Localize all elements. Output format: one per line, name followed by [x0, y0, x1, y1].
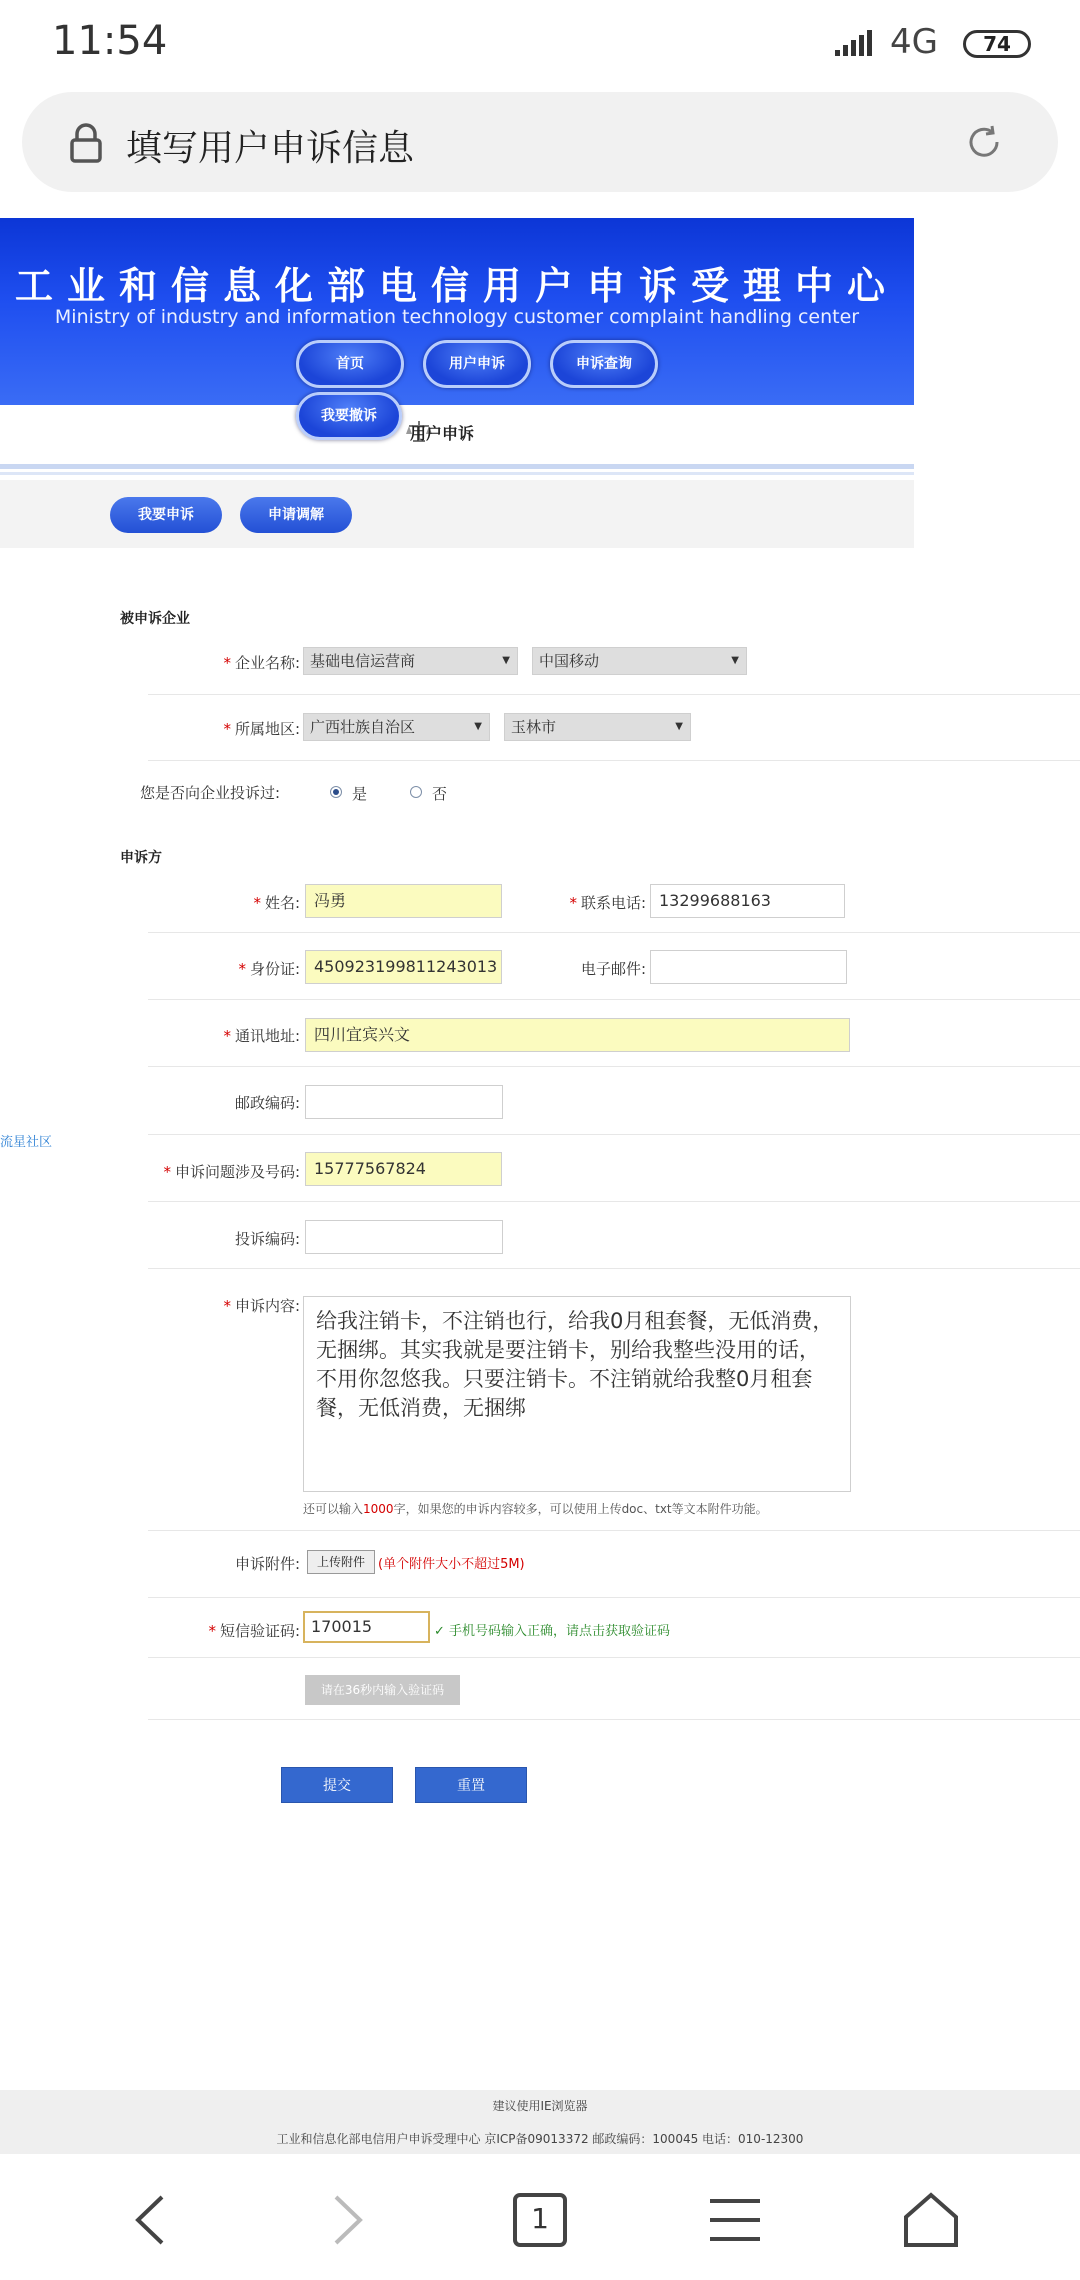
row-divider — [148, 999, 1080, 1000]
dropdown-caret-icon: ▼ — [675, 721, 683, 732]
name-label: * 姓名: — [253, 894, 300, 912]
section-complainant-title: 申诉方 — [120, 850, 162, 866]
row-divider — [148, 1657, 1080, 1658]
section-company-title: 被申诉企业 — [120, 611, 190, 627]
back-icon[interactable] — [118, 2185, 188, 2255]
row-divider — [148, 1134, 1080, 1135]
dropdown-caret-icon: ▼ — [474, 721, 482, 732]
submit-button[interactable]: 提交 — [281, 1767, 393, 1803]
home-icon[interactable] — [896, 2185, 966, 2255]
battery-indicator: 74 — [963, 30, 1031, 58]
reset-button[interactable]: 重置 — [415, 1767, 527, 1803]
involved-number-input[interactable]: 15777567824 — [305, 1152, 502, 1186]
sms-code-label: * 短信验证码: — [208, 1622, 300, 1640]
network-type: 4G — [890, 22, 938, 62]
row-divider — [148, 1530, 1080, 1531]
page-title: 填写用户申诉信息 — [126, 128, 415, 169]
nav-withdraw-button[interactable]: 我要撤诉 — [296, 392, 402, 440]
reload-icon[interactable] — [964, 122, 1004, 162]
side-link[interactable]: 流星社区 — [0, 1135, 53, 1150]
row-divider — [148, 932, 1080, 933]
company-name-label: * 企业名称: — [223, 654, 300, 672]
sms-tip: ✓ 手机号码输入正确，请点击获取验证码 — [434, 1624, 671, 1639]
row-divider — [148, 1597, 1080, 1598]
footer-copyright: 工业和信息化部电信用户申诉受理中心 京ICP备09013372 邮政编码：100045 电话：010-12300 — [276, 2132, 804, 2146]
nav-query-button[interactable]: 申诉查询 — [550, 340, 658, 388]
section-heading: 用户申诉 — [410, 424, 475, 443]
email-input[interactable] — [650, 950, 847, 984]
involved-number-label: * 申诉问题涉及号码: — [163, 1163, 300, 1181]
forward-icon[interactable] — [310, 2185, 380, 2255]
company-type-select[interactable]: 基础电信运营商 ▼ — [303, 647, 518, 675]
company-name-select[interactable]: 中国移动 ▼ — [532, 647, 747, 675]
row-divider — [148, 1719, 1080, 1720]
content-label: * 申诉内容: — [223, 1297, 300, 1315]
id-input[interactable]: 450923199811243013 — [305, 950, 502, 984]
footer-browser-note: 建议使用IE浏览器 — [492, 2099, 588, 2113]
radio-no-label: 否 — [432, 785, 448, 803]
row-divider — [148, 1201, 1080, 1202]
nav-complain-button[interactable]: 用户申诉 — [423, 340, 531, 388]
postcode-label: 邮政编码: — [234, 1094, 300, 1112]
row-divider — [148, 760, 1080, 761]
get-sms-code-button[interactable]: 请在36秒内输入验证码 — [305, 1675, 460, 1705]
content-hint: 还可以输入1000字，如果您的申诉内容较多，可以使用上传doc、txt等文本附件功能。 — [303, 1502, 768, 1516]
id-label: * 身份证: — [238, 960, 300, 978]
nav-home-button[interactable]: 首页 — [296, 340, 404, 388]
city-select[interactable]: 玉林市 ▼ — [504, 713, 691, 741]
row-divider — [148, 1066, 1080, 1067]
radio-no[interactable] — [410, 786, 422, 798]
check-icon: ✓ — [434, 1624, 450, 1639]
divider — [0, 464, 914, 469]
tab-mediation[interactable]: 申请调解 — [240, 497, 352, 533]
name-input[interactable]: 冯勇 — [305, 884, 502, 918]
province-select[interactable]: 广西壮族自治区 ▼ — [303, 713, 490, 741]
dropdown-caret-icon: ▼ — [502, 655, 510, 666]
tab-count: 1 — [531, 2202, 549, 2235]
row-divider — [148, 1268, 1080, 1269]
tab-complain[interactable]: 我要申诉 — [110, 497, 222, 533]
phone-input[interactable]: 13299688163 — [650, 884, 845, 918]
upload-attachment-button[interactable]: 上传附件 — [307, 1550, 375, 1574]
row-divider — [148, 694, 1080, 695]
banner-title: 工业和信息化部电信用户申诉受理中心 — [14, 264, 899, 308]
signal-icon — [835, 30, 879, 58]
menu-icon[interactable] — [700, 2185, 770, 2255]
address-label: * 通讯地址: — [223, 1027, 300, 1045]
radio-yes-label: 是 — [352, 785, 368, 803]
status-time: 11:54 — [52, 18, 168, 64]
sms-code-input[interactable]: 170015 — [303, 1611, 430, 1643]
complaint-content-textarea[interactable]: 给我注销卡，不注销也行，给我0月租套餐，无低消费，无捆绑。其实我就是要注销卡，别给我整些没用的话，不用你忽悠我。只要注销卡。不注销就给我整0月租套餐，无低消费，无捆绑 — [303, 1296, 851, 1492]
radio-yes[interactable] — [330, 786, 342, 798]
attachment-label: 申诉附件: — [234, 1555, 300, 1573]
lock-icon — [70, 123, 102, 163]
complained-before-label: 您是否向企业投诉过: — [140, 784, 281, 802]
banner-subtitle: Ministry of industry and information technology customer complaint handling center — [54, 306, 860, 328]
complaint-code-label: 投诉编码: — [234, 1230, 300, 1248]
address-input[interactable]: 四川宜宾兴文 — [305, 1018, 850, 1052]
upload-note: (单个附件大小不超过5M) — [378, 1557, 525, 1572]
email-label: 电子邮件: — [580, 960, 646, 978]
region-label: * 所属地区: — [223, 720, 300, 738]
complaint-code-input[interactable] — [305, 1220, 503, 1254]
phone-label: * 联系电话: — [569, 894, 646, 912]
postcode-input[interactable] — [305, 1085, 503, 1119]
dropdown-caret-icon: ▼ — [731, 655, 739, 666]
divider — [0, 472, 914, 475]
